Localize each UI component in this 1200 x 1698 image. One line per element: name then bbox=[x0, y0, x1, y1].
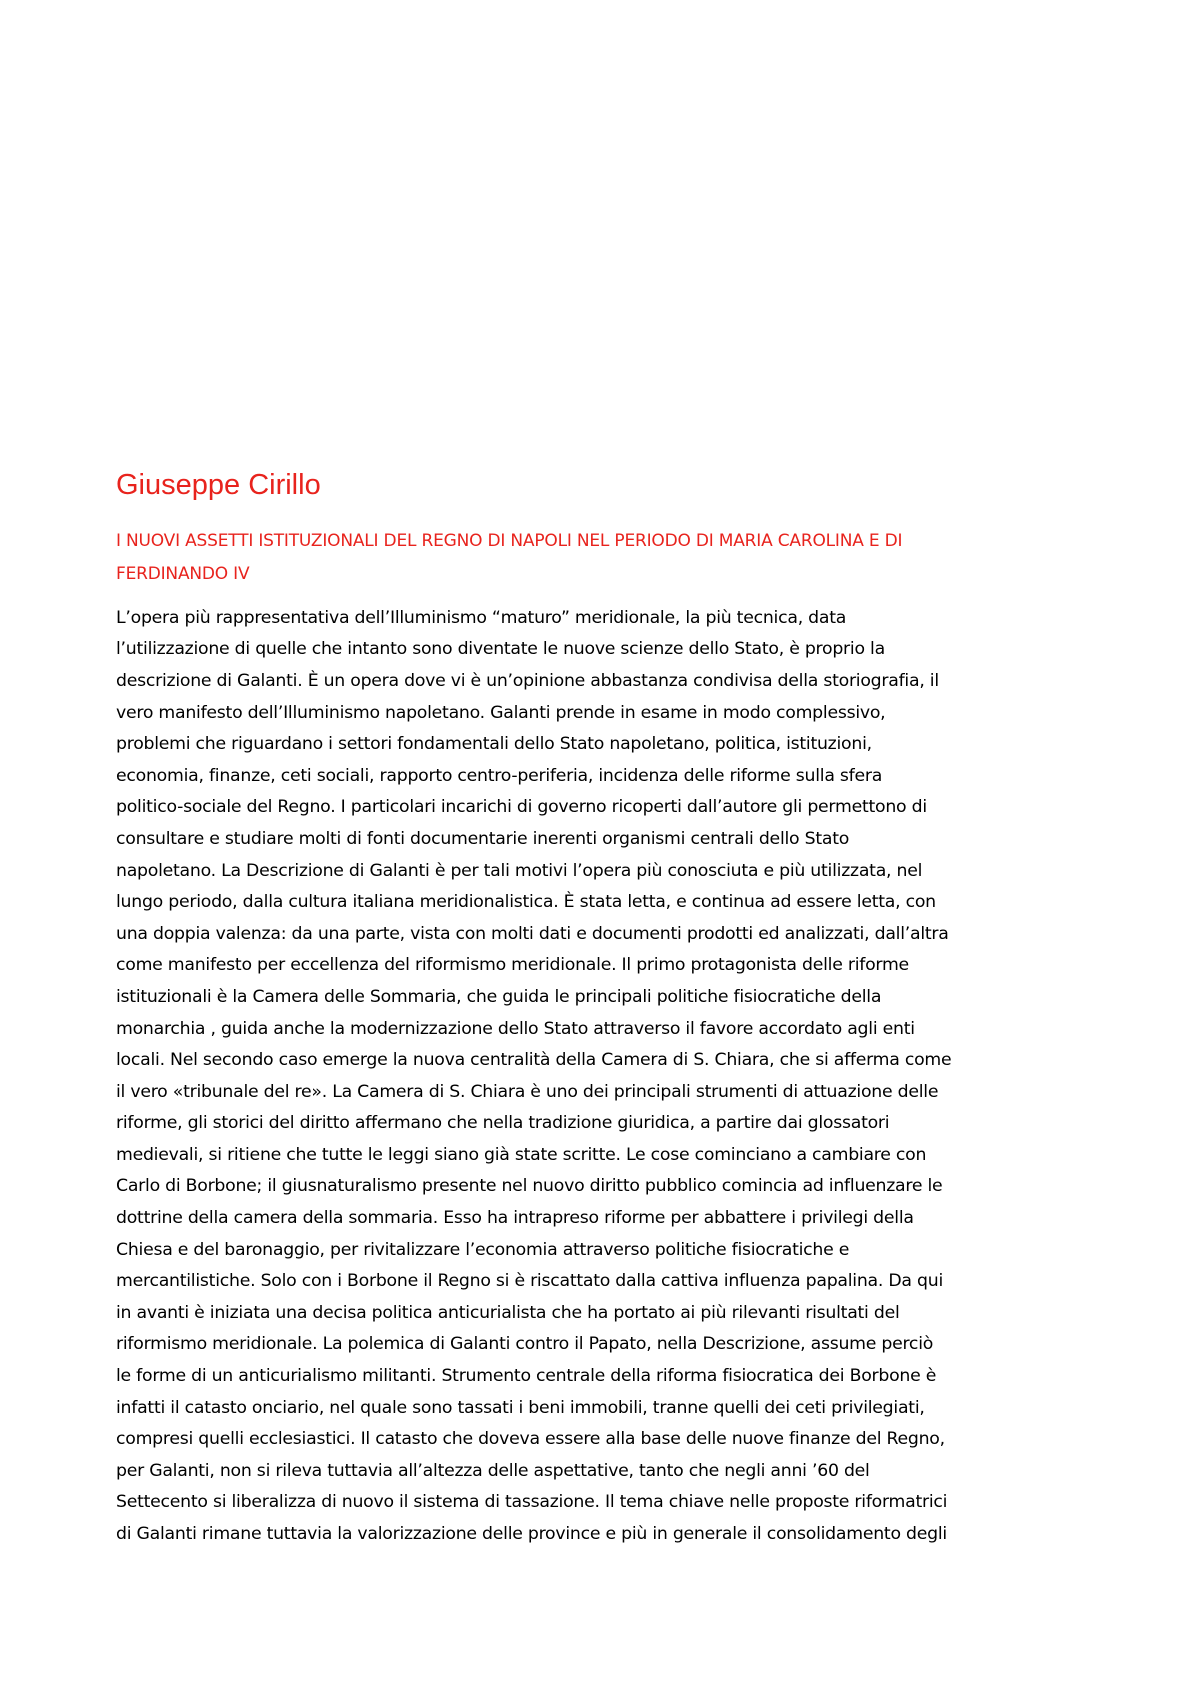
body-line: lungo periodo, dalla cultura italiana meridionalistica. È stata letta, e continua ad essere letta, con bbox=[116, 892, 936, 913]
body-line: il vero «tribunale del re». La Camera di S. Chiara è uno dei principali strumenti di attuazione delle bbox=[116, 1081, 939, 1102]
body-line: come manifesto per eccellenza del riformismo meridionale. Il primo protagonista delle riforme bbox=[116, 955, 909, 976]
document-content bbox=[116, 468, 1088, 1551]
body-line: Settecento si liberalizza di nuovo il sistema di tassazione. Il tema chiave nelle proposte riformatrici bbox=[116, 1492, 948, 1513]
body-line: vero manifesto dell’Illuminismo napoletano. Galanti prende in esame in modo complessivo, bbox=[116, 702, 886, 723]
body-line: riforme, gli storici del diritto affermano che nella tradizione giuridica, a partire dai glossatori bbox=[116, 1113, 890, 1134]
body-line: Carlo di Borbone; il giusnaturalismo presente nel nuovo diritto pubblico comincia ad influenzare le bbox=[116, 1176, 943, 1197]
author-name: Giuseppe Cirillo bbox=[116, 469, 321, 501]
body-line: descrizione di Galanti. È un opera dove vi è un’opinione abbastanza condivisa della storiografia, il bbox=[116, 670, 939, 691]
body-line: economia, finanze, ceti sociali, rapporto centro-periferia, incidenza delle riforme sulla sfera bbox=[116, 765, 883, 786]
body-paragraph bbox=[116, 603, 1088, 1551]
body-line: una doppia valenza: da una parte, vista con molti dati e documenti prodotti ed analizzati, dall’altra bbox=[116, 923, 949, 944]
body-line: per Galanti, non si rileva tuttavia all’altezza delle aspettative, tanto che negli anni ’60 del bbox=[116, 1460, 870, 1481]
body-line: dottrine della camera della sommaria. Esso ha intrapreso riforme per abbattere i privilegi della bbox=[116, 1208, 914, 1229]
body-line: in avanti è iniziata una decisa politica anticurialista che ha portato ai più rilevanti risultati del bbox=[116, 1302, 900, 1323]
body-line: mercantilistiche. Solo con i Borbone il Regno si è riscattato dalla cattiva influenza papalina. Da qui bbox=[116, 1271, 943, 1292]
body-line: medievali, si ritiene che tutte le leggi siano già state scritte. Le cose cominciano a cambiare con bbox=[116, 1144, 927, 1165]
body-line: L’opera più rappresentativa dell’Illuminismo “maturo” meridionale, la più tecnica, data bbox=[116, 607, 847, 628]
title-line: I NUOVI ASSETTI ISTITUZIONALI DEL REGNO DI NAPOLI NEL PERIODO DI MARIA CAROLINA E DI bbox=[116, 530, 903, 551]
body-line: Chiesa e del baronaggio, per rivitalizzare l’economia attraverso politiche fisiocratiche e bbox=[116, 1239, 850, 1260]
body-line: infatti il catasto onciario, nel quale sono tassati i beni immobili, tranne quelli dei ceti privilegiati, bbox=[116, 1397, 925, 1418]
body-line: le forme di un anticurialismo militanti. Strumento centrale della riforma fisiocratica dei Borbone è bbox=[116, 1366, 937, 1387]
body-line: locali. Nel secondo caso emerge la nuova centralità della Camera di S. Chiara, che si afferma come bbox=[116, 1050, 952, 1071]
body-line: riformismo meridionale. La polemica di Galanti contro il Papato, nella Descrizione, assume perciò bbox=[116, 1334, 934, 1355]
body-line: consultare e studiare molti di fonti documentarie inerenti organismi centrali dello Stato bbox=[116, 828, 850, 849]
body-line: istituzionali è la Camera delle Sommaria, che guida le principali politiche fisiocratiche della bbox=[116, 986, 882, 1007]
title-line: FERDINANDO IV bbox=[116, 563, 250, 584]
body-line: politico-sociale del Regno. I particolari incarichi di governo ricoperti dall’autore gli permettono di bbox=[116, 797, 927, 818]
document-title bbox=[116, 525, 1088, 591]
body-line: l’utilizzazione di quelle che intanto sono diventate le nuove scienze dello Stato, è proprio la bbox=[116, 639, 885, 660]
body-line: compresi quelli ecclesiastici. Il catasto che doveva essere alla base delle nuove finanze del Regno, bbox=[116, 1429, 945, 1450]
body-line: monarchia , guida anche la modernizzazione dello Stato attraverso il favore accordato agli enti bbox=[116, 1018, 915, 1039]
body-line: di Galanti rimane tuttavia la valorizzazione delle province e più in generale il consolidamento degli bbox=[116, 1524, 947, 1545]
body-line: napoletano. La Descrizione di Galanti è per tali motivi l’opera più conosciuta e più utilizzata, nel bbox=[116, 860, 923, 881]
body-line: problemi che riguardano i settori fondamentali dello Stato napoletano, politica, istituzioni, bbox=[116, 734, 872, 755]
